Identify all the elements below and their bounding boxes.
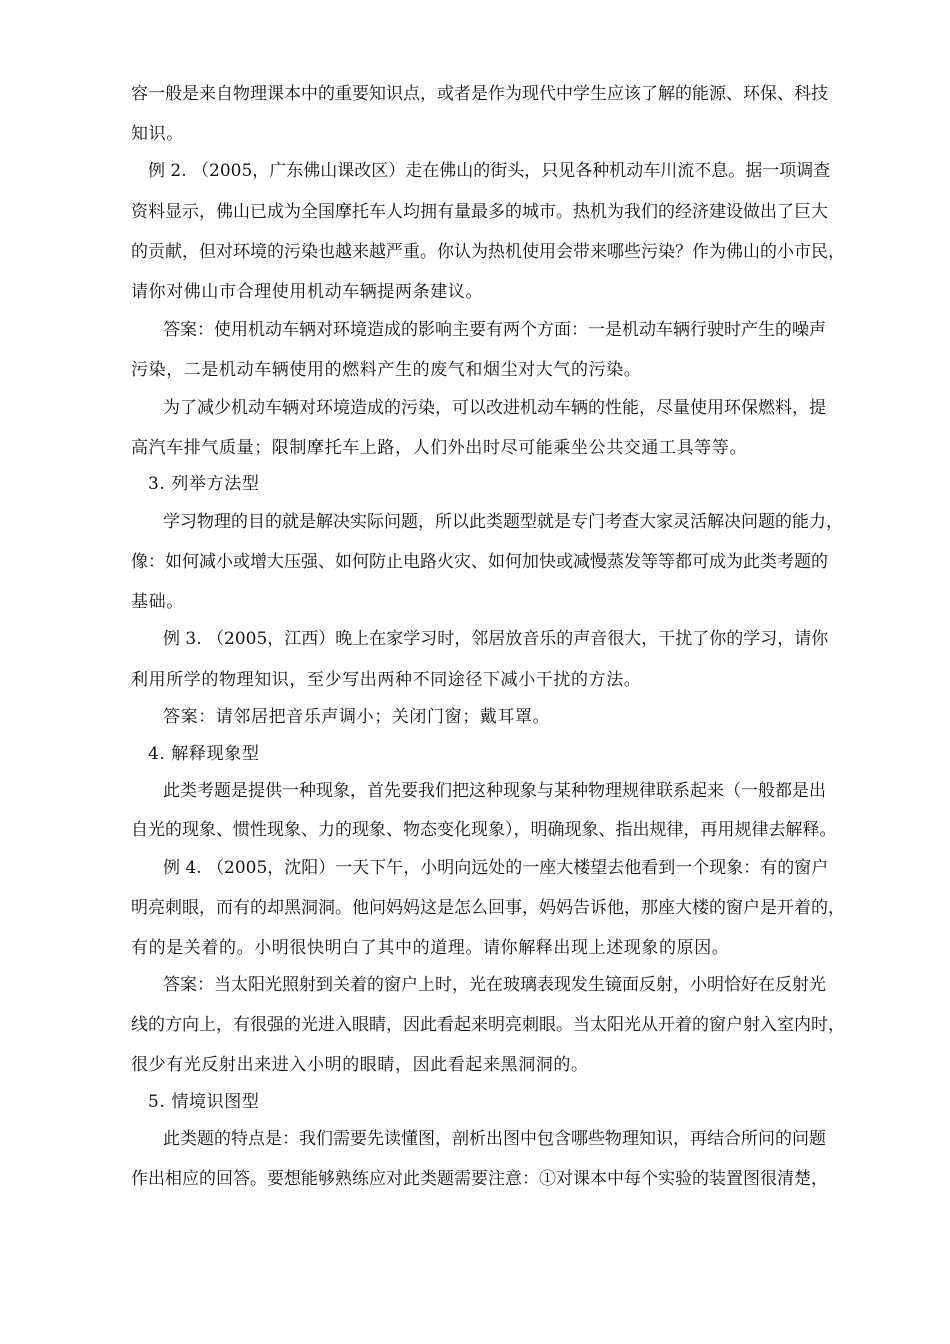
text-line: 很少有光反射出来进入小明的眼睛，因此看起来黑洞洞的。 (131, 1055, 589, 1075)
text-line: 污染，二是机动车辆使用的燃料产生的废气和烟尘对大气的污染。 (131, 360, 642, 380)
text-line: 作出相应的回答。要想能够熟练应对此类题需要注意：①对课本中每个实验的装置图很清楚， (131, 1169, 828, 1189)
text-line: 资料显示，佛山已成为全国摩托车人均拥有量最多的城市。热机为我们的经济建设做出了巨大 (131, 202, 828, 222)
answer-3-label: 答案：请邻居把音乐声调小；关闭门窗；戴耳罩。 (163, 707, 551, 727)
text-line: 线的方向上，有很强的光进入眼睛，因此看起来明亮刺眼。当太阳光从开着的窗户射入室内时， (131, 1015, 845, 1035)
section-4-heading: 4. 解释现象型 (148, 744, 260, 764)
text-line: 自光的现象、惯性现象、力的现象、物态变化现象），明确现象、指出规律，再用规律去解释。 (131, 820, 837, 840)
example-2-heading: 例 2. （2005，广东佛山课改区）走在佛山的街头，只见各种机动车川流不息。据一项调查 (148, 161, 831, 181)
answer-2-label: 答案：使用机动车辆对环境造成的影响主要有两个方面：一是机动车辆行驶时产生的噪声 (163, 320, 826, 340)
text-line: 有的是关着的。小明很快明白了其中的道理。请你解释出现上述现象的原因。 (131, 938, 730, 958)
text-line: 知识。 (131, 124, 184, 144)
text-line: 的贡献，但对环境的污染也越来越严重。你认为热机使用会带来哪些污染？作为佛山的小市民， (131, 242, 845, 262)
section-5-heading: 5. 情境识图型 (148, 1092, 260, 1112)
example-3-heading: 例 3. （2005，江西）晚上在家学习时，邻居放音乐的声音很大，干扰了你的学习，请你 (163, 629, 829, 649)
answer-4-label: 答案：当太阳光照射到关着的窗户上时，光在玻璃表现发生镜面反射，小明恰好在反射光 (163, 975, 826, 995)
text-line: 学习物理的目的就是解决实际问题，所以此类题型就是专门考查大家灵活解决问题的能力， (163, 512, 843, 532)
text-line: 明亮刺眼，而有的却黑洞洞。他问妈妈这是怎么回事，妈妈告诉他，那座大楼的窗户是开着的， (131, 898, 845, 918)
text-line: 为了减少机动车辆对环境造成的污染，可以改进机动车辆的性能，尽量使用环保燃料，提 (163, 398, 826, 418)
section-3-heading: 3. 列举方法型 (148, 474, 260, 494)
example-4-heading: 例 4. （2005，沈阳）一天下午，小明向远处的一座大楼望去他看到一个现象：有的窗户 (163, 858, 829, 878)
text-line: 此类题的特点是：我们需要先读懂图，剖析出图中包含哪些物理知识，再结合所问的问题 (163, 1129, 826, 1149)
text-line: 请你对佛山市合理使用机动车辆提两条建议。 (131, 282, 483, 302)
text-line: 此类考题是提供一种现象，首先要我们把这种现象与某种物理规律联系起来（一般都是出 (163, 781, 826, 801)
text-line: 像：如何减小或增大压强、如何防止电路火灾、如何加快或减慢蒸发等等都可成为此类考题的 (131, 552, 828, 572)
text-line: 容一般是来自物理课本中的重要知识点，或者是作为现代中学生应该了解的能源、环保、科技 (131, 84, 828, 104)
text-line: 利用所学的物理知识，至少写出两种不同途径下减小干扰的方法。 (131, 670, 642, 690)
text-line: 高汽车排气质量；限制摩托车上路，人们外出时尽可能乘坐公共交通工具等等。 (131, 438, 747, 458)
text-line: 基础。 (131, 592, 184, 612)
